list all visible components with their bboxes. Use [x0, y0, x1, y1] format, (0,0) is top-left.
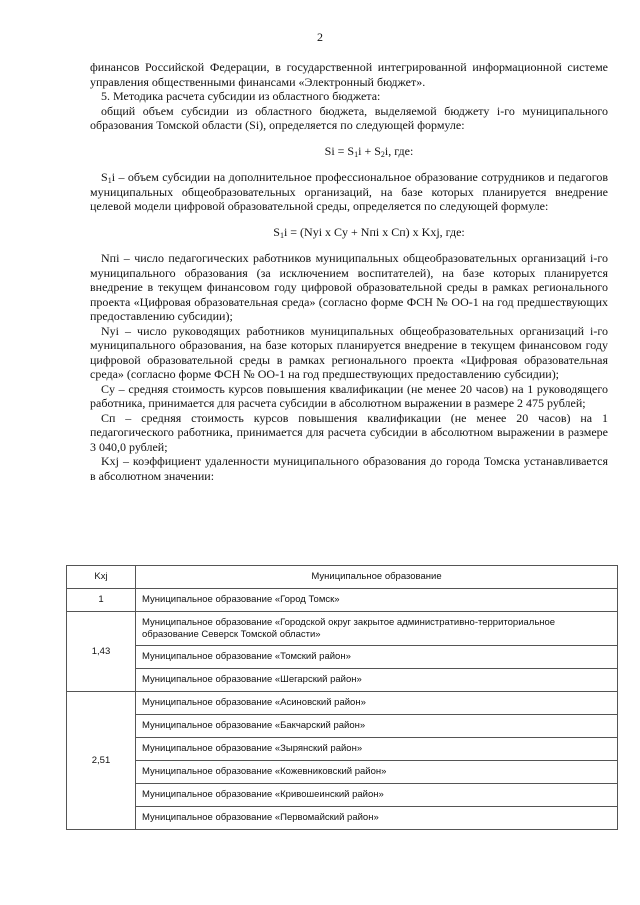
formula-si-sub: 1: [354, 149, 359, 159]
table-row: [67, 807, 618, 830]
paragraph-s1i: [90, 170, 608, 214]
municipality-cell: Муниципальное образование «Томский район»: [136, 646, 618, 669]
formula-si: [90, 144, 608, 159]
paragraph-kxj: Kxj – коэффициент удаленности муниципального образования до города Томска устанавливается в абсолютном значении:: [90, 454, 608, 483]
table-row: [67, 692, 618, 715]
municipality-cell: Муниципальное образование «Кожевниковский район»: [136, 761, 618, 784]
municipality-cell: Муниципальное образование «Шегарский район»: [136, 669, 618, 692]
formula-s1i-sub: 1: [279, 230, 284, 240]
paragraph-nyi: Nyi – число руководящих работников муниципальных общеобразовательных организаций i-го муниципального образования, на базе которых планируется внедрение в текущем финансовом году цифровой образовательной среды в рамках регионального проекта «Цифровая образовательная среда» (согласно форме ФСН № ОО-1 на год предшествующих предоставлению субсидии);: [90, 323, 608, 381]
formula-s1i-part: S: [273, 224, 280, 239]
table-row: [67, 589, 618, 612]
table-row: [67, 612, 618, 646]
municipality-cell: Муниципальное образование «Город Томск»: [136, 589, 618, 612]
table-row: [67, 669, 618, 692]
table-row: [67, 715, 618, 738]
formula-si-part: Si = S: [324, 143, 355, 158]
formula-si-sub: 2: [380, 149, 385, 159]
municipality-cell: Муниципальное образование «Бакчарский район»: [136, 715, 618, 738]
paragraph-cy: Cy – средняя стоимость курсов повышения квалификации (не менее 20 часов) на 1 руководящего работника, принимается для расчета субсидии в абсолютном выражении в размере 2 475 рублей;: [90, 381, 608, 410]
municipality-cell: Муниципальное образование «Асиновский район»: [136, 692, 618, 715]
table-row: [67, 738, 618, 761]
header-kxj: Kxj: [67, 566, 136, 589]
formula-s1i-part: i = (Nyi x Cy + Nпi x Cп) x Kxj, где:: [283, 224, 465, 239]
municipality-cell: Муниципальное образование «Кривошеинский район»: [136, 784, 618, 807]
table-row: [67, 784, 618, 807]
municipality-cell: Муниципальное образование «Первомайский район»: [136, 807, 618, 830]
coef-cell: 1,43: [67, 612, 136, 692]
municipality-cell: Муниципальное образование «Городской округ закрытое административно-территориальное образование Северск Томской области»: [136, 612, 618, 646]
header-municipality: Муниципальное образование: [136, 566, 618, 589]
paragraph-total-subsidy: общий объем субсидии из областного бюджета, выделяемой бюджету i-го муниципального образования Томской области (Si), определяется по следующей формуле:: [90, 103, 608, 132]
s1i-symbol: S: [101, 170, 108, 184]
section-heading: 5. Методика расчета субсидии из областного бюджета:: [101, 89, 381, 103]
coefficient-table: [66, 565, 618, 830]
s1i-sub: 1: [107, 176, 112, 185]
s1i-text: i – объем субсидии на дополнительное профессиональное образование сотрудников и педагогов муниципальных общеобразовательных организаций, на базе которых планируется внедрение целевой модели цифровой образовательной среды, определяется по следующей формуле:: [90, 170, 608, 213]
table-row: [67, 761, 618, 784]
paragraph-cp: Cп – средняя стоимость курсов повышения квалификации (не менее 20 часов) на 1 педагогического работника, принимается для расчета субсидии в абсолютном выражении в размере 3 040,0 рублей;: [90, 410, 608, 454]
coef-cell: 1: [67, 589, 136, 612]
table-header-row: [67, 566, 618, 589]
paragraph-1: финансов Российской Федерации, в государственной интегрированной информационной системе управления общественными финансами «Электронный бюджет».: [90, 60, 608, 89]
formula-si-part: i, где:: [384, 143, 414, 158]
document-body: [90, 60, 608, 483]
paragraph-npi: Nпi – число педагогических работников муниципальных общеобразовательных организаций i-го муниципального образования (за исключением воспитателей), на базе которых планируется внедрение в текущем финансовом году цифровой образовательной среды в рамках регионального проекта «Цифровая образовательная среда» (согласно форме ФСН № ОО-1 на год предшествующих предоставлению субсидии);: [90, 251, 608, 323]
formula-si-part: i + S: [358, 143, 381, 158]
formula-s1i: [90, 225, 608, 240]
page-number: 2: [317, 30, 323, 44]
table-row: [67, 646, 618, 669]
municipality-cell: Муниципальное образование «Зырянский район»: [136, 738, 618, 761]
coef-cell: 2,51: [67, 692, 136, 830]
